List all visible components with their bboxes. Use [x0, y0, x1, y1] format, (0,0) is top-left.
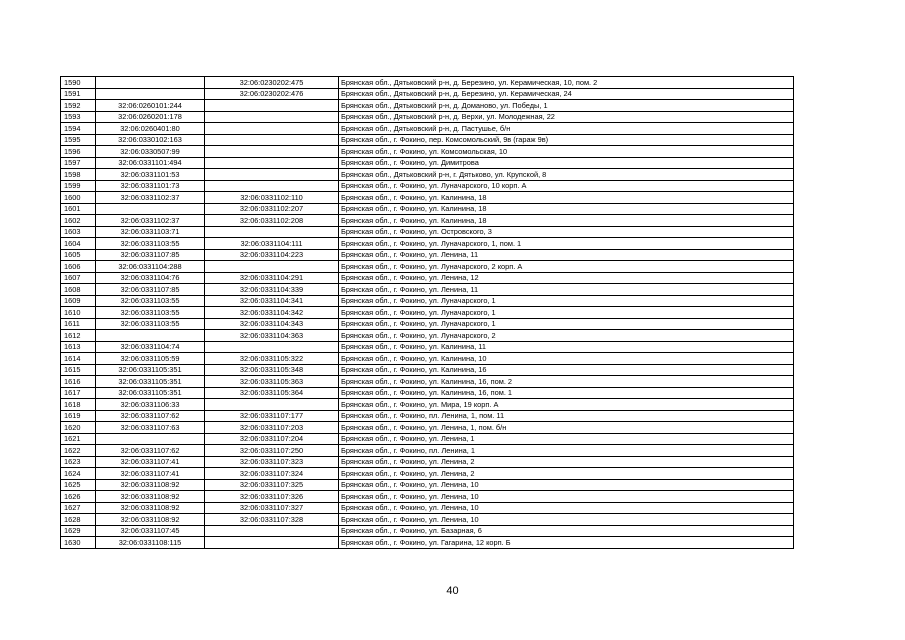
row-number-cell: 1626: [61, 491, 96, 503]
address-cell: Брянская обл., г. Фокино, ул. Ленина, 10: [339, 514, 794, 526]
object-cadastral-number-cell: 32:06:0331107:326: [205, 491, 339, 503]
table-row: [61, 134, 794, 146]
table-row: [61, 525, 794, 537]
table-row: [61, 399, 794, 411]
object-cadastral-number-cell: 32:06:0331105:364: [205, 387, 339, 399]
address-cell: Брянская обл., г. Фокино, ул. Ленина, 12: [339, 272, 794, 284]
table-row: [61, 215, 794, 227]
cadastral-number-cell: 32:06:0331108:92: [96, 514, 205, 526]
address-cell: Брянская обл., г. Фокино, ул. Калинина, 16, пом. 1: [339, 387, 794, 399]
table-row: [61, 410, 794, 422]
row-number-cell: 1598: [61, 169, 96, 181]
address-cell: Брянская обл., г. Фокино, ул. Луначарского, 1: [339, 295, 794, 307]
cadastral-number-cell: 32:06:0331103:55: [96, 307, 205, 319]
row-number-cell: 1590: [61, 77, 96, 89]
table-row: [61, 111, 794, 123]
row-number-cell: 1620: [61, 422, 96, 434]
address-cell: Брянская обл., г. Фокино, ул. Ленина, 2: [339, 456, 794, 468]
table-row: [61, 491, 794, 503]
object-cadastral-number-cell: 32:06:0331104:339: [205, 284, 339, 296]
cadastral-number-cell: [96, 77, 205, 89]
object-cadastral-number-cell: 32:06:0331102:208: [205, 215, 339, 227]
cadastral-number-cell: 32:06:0331103:55: [96, 238, 205, 250]
object-cadastral-number-cell: 32:06:0331107:325: [205, 479, 339, 491]
table-row: [61, 157, 794, 169]
cadastral-number-cell: 32:06:0330507:99: [96, 146, 205, 158]
address-cell: Брянская обл., г. Фокино, ул. Ленина, 2: [339, 468, 794, 480]
row-number-cell: 1605: [61, 249, 96, 261]
cadastral-number-cell: 32:06:0331106:33: [96, 399, 205, 411]
object-cadastral-number-cell: [205, 180, 339, 192]
cadastral-number-cell: 32:06:0331103:55: [96, 318, 205, 330]
address-cell: Брянская обл., г. Фокино, ул. Луначарского, 2 корп. А: [339, 261, 794, 273]
table-row: [61, 261, 794, 273]
cadastral-number-cell: 32:06:0331108:92: [96, 479, 205, 491]
address-cell: Брянская обл., г. Фокино, ул. Луначарского, 1, пом. 1: [339, 238, 794, 250]
row-number-cell: 1594: [61, 123, 96, 135]
table-row: [61, 123, 794, 135]
address-cell: Брянская обл., г. Фокино, ул. Калинина, 16, пом. 2: [339, 376, 794, 388]
address-cell: Брянская обл., Дятьковский р-н, д. Березино, ул. Керамическая, 10, пом. 2: [339, 77, 794, 89]
row-number-cell: 1617: [61, 387, 96, 399]
address-cell: Брянская обл., Дятьковский р-н, д. Доманово, ул. Победы, 1: [339, 100, 794, 112]
row-number-cell: 1595: [61, 134, 96, 146]
cadastral-number-cell: 32:06:0331103:55: [96, 295, 205, 307]
address-cell: Брянская обл., г. Фокино, ул. Калинина, 16: [339, 364, 794, 376]
object-cadastral-number-cell: [205, 399, 339, 411]
row-number-cell: 1604: [61, 238, 96, 250]
object-cadastral-number-cell: [205, 537, 339, 549]
table-row: [61, 88, 794, 100]
cadastral-number-cell: 32:06:0331107:45: [96, 525, 205, 537]
object-cadastral-number-cell: 32:06:0331105:348: [205, 364, 339, 376]
object-cadastral-number-cell: 32:06:0331102:110: [205, 192, 339, 204]
row-number-cell: 1628: [61, 514, 96, 526]
cadastral-number-cell: 32:06:0330102:163: [96, 134, 205, 146]
cadastral-number-cell: 32:06:0331108:92: [96, 502, 205, 514]
address-cell: Брянская обл., г. Фокино, ул. Комсомольская, 10: [339, 146, 794, 158]
row-number-cell: 1607: [61, 272, 96, 284]
row-number-cell: 1599: [61, 180, 96, 192]
row-number-cell: 1596: [61, 146, 96, 158]
cadastral-number-cell: 32:06:0331105:351: [96, 364, 205, 376]
row-number-cell: 1591: [61, 88, 96, 100]
cadastral-number-cell: 32:06:0331103:71: [96, 226, 205, 238]
cadastral-number-cell: 32:06:0331104:76: [96, 272, 205, 284]
cadastral-number-cell: 32:06:0331102:37: [96, 215, 205, 227]
row-number-cell: 1601: [61, 203, 96, 215]
cadastral-number-cell: 32:06:0331107:85: [96, 284, 205, 296]
address-cell: Брянская обл., г. Фокино, ул. Калинина, 11: [339, 341, 794, 353]
row-number-cell: 1615: [61, 364, 96, 376]
object-cadastral-number-cell: 32:06:0331104:223: [205, 249, 339, 261]
address-cell: Брянская обл., г. Фокино, ул. Луначарского, 1: [339, 307, 794, 319]
table-row: [61, 192, 794, 204]
object-cadastral-number-cell: [205, 341, 339, 353]
row-number-cell: 1629: [61, 525, 96, 537]
cadastral-number-cell: 32:06:0331105:351: [96, 376, 205, 388]
address-cell: Брянская обл., г. Фокино, ул. Гагарина, 12 корп. Б: [339, 537, 794, 549]
address-cell: Брянская обл., Дятьковский р-н, г. Дятьково, ул. Крупской, 8: [339, 169, 794, 181]
row-number-cell: 1609: [61, 295, 96, 307]
row-number-cell: 1612: [61, 330, 96, 342]
cadastral-number-cell: [96, 330, 205, 342]
address-cell: Брянская обл., г. Фокино, пер. Комсомольский, 9в (гараж 9в): [339, 134, 794, 146]
row-number-cell: 1597: [61, 157, 96, 169]
table-row: [61, 341, 794, 353]
object-cadastral-number-cell: 32:06:0331107:203: [205, 422, 339, 434]
table-row: [61, 502, 794, 514]
registry-table-body: [61, 77, 794, 549]
table-row: [61, 272, 794, 284]
table-row: [61, 100, 794, 112]
address-cell: Брянская обл., Дятьковский р-н, д. Верхи, ул. Молодежная, 22: [339, 111, 794, 123]
row-number-cell: 1618: [61, 399, 96, 411]
cadastral-number-cell: 32:06:0331101:494: [96, 157, 205, 169]
table-row: [61, 249, 794, 261]
object-cadastral-number-cell: 32:06:0331107:324: [205, 468, 339, 480]
address-cell: Брянская обл., г. Фокино, ул. Калинина, 10: [339, 353, 794, 365]
table-row: [61, 295, 794, 307]
object-cadastral-number-cell: [205, 111, 339, 123]
object-cadastral-number-cell: 32:06:0331107:250: [205, 445, 339, 457]
row-number-cell: 1621: [61, 433, 96, 445]
address-cell: Брянская обл., г. Фокино, ул. Луначарского, 1: [339, 318, 794, 330]
cadastral-number-cell: 32:06:0331107:63: [96, 422, 205, 434]
object-cadastral-number-cell: 32:06:0331105:363: [205, 376, 339, 388]
object-cadastral-number-cell: 32:06:0230202:475: [205, 77, 339, 89]
table-row: [61, 445, 794, 457]
object-cadastral-number-cell: 32:06:0331107:323: [205, 456, 339, 468]
table-row: [61, 364, 794, 376]
table-row: [61, 180, 794, 192]
table-row: [61, 318, 794, 330]
object-cadastral-number-cell: 32:06:0331107:204: [205, 433, 339, 445]
row-number-cell: 1622: [61, 445, 96, 457]
row-number-cell: 1619: [61, 410, 96, 422]
address-cell: Брянская обл., г. Фокино, ул. Ленина, 1, пом. б/н: [339, 422, 794, 434]
cadastral-number-cell: 32:06:0331104:288: [96, 261, 205, 273]
cadastral-number-cell: 32:06:0331104:74: [96, 341, 205, 353]
object-cadastral-number-cell: [205, 146, 339, 158]
object-cadastral-number-cell: 32:06:0331104:342: [205, 307, 339, 319]
address-cell: Брянская обл., г. Фокино, ул. Ленина, 10: [339, 502, 794, 514]
cadastral-number-cell: 32:06:0331105:59: [96, 353, 205, 365]
address-cell: Брянская обл., Дятьковский р-н, д. Березино, ул. Керамическая, 24: [339, 88, 794, 100]
row-number-cell: 1592: [61, 100, 96, 112]
table-row: [61, 307, 794, 319]
cadastral-number-cell: 32:06:0331107:41: [96, 468, 205, 480]
cadastral-number-cell: [96, 203, 205, 215]
object-cadastral-number-cell: [205, 100, 339, 112]
object-cadastral-number-cell: 32:06:0331104:291: [205, 272, 339, 284]
object-cadastral-number-cell: 32:06:0230202:476: [205, 88, 339, 100]
address-cell: Брянская обл., г. Фокино, пл. Ленина, 1: [339, 445, 794, 457]
object-cadastral-number-cell: 32:06:0331104:363: [205, 330, 339, 342]
row-number-cell: 1600: [61, 192, 96, 204]
object-cadastral-number-cell: [205, 525, 339, 537]
cadastral-number-cell: 32:06:0260201:178: [96, 111, 205, 123]
object-cadastral-number-cell: 32:06:0331104:341: [205, 295, 339, 307]
row-number-cell: 1630: [61, 537, 96, 549]
object-cadastral-number-cell: [205, 134, 339, 146]
cadastral-number-cell: [96, 433, 205, 445]
address-cell: Брянская обл., г. Фокино, ул. Базарная, 6: [339, 525, 794, 537]
row-number-cell: 1624: [61, 468, 96, 480]
table-row: [61, 146, 794, 158]
row-number-cell: 1616: [61, 376, 96, 388]
object-cadastral-number-cell: 32:06:0331104:111: [205, 238, 339, 250]
object-cadastral-number-cell: 32:06:0331102:207: [205, 203, 339, 215]
row-number-cell: 1625: [61, 479, 96, 491]
row-number-cell: 1627: [61, 502, 96, 514]
table-row: [61, 479, 794, 491]
address-cell: Брянская обл., г. Фокино, ул. Калинина, 18: [339, 203, 794, 215]
object-cadastral-number-cell: [205, 261, 339, 273]
table-row: [61, 514, 794, 526]
object-cadastral-number-cell: [205, 123, 339, 135]
object-cadastral-number-cell: 32:06:0331107:328: [205, 514, 339, 526]
table-row: [61, 284, 794, 296]
cadastral-number-cell: [96, 88, 205, 100]
table-row: [61, 238, 794, 250]
address-cell: Брянская обл., г. Фокино, ул. Луначарского, 2: [339, 330, 794, 342]
address-cell: Брянская обл., г. Фокино, ул. Ленина, 1: [339, 433, 794, 445]
cadastral-number-cell: 32:06:0331105:351: [96, 387, 205, 399]
address-cell: Брянская обл., г. Фокино, ул. Луначарского, 10 корп. А: [339, 180, 794, 192]
cadastral-number-cell: 32:06:0260101:244: [96, 100, 205, 112]
address-cell: Брянская обл., г. Фокино, пл. Ленина, 1, пом. 11: [339, 410, 794, 422]
table-row: [61, 203, 794, 215]
object-cadastral-number-cell: 32:06:0331104:343: [205, 318, 339, 330]
cadastral-number-cell: 32:06:0260401:80: [96, 123, 205, 135]
address-cell: Брянская обл., г. Фокино, ул. Ленина, 11: [339, 249, 794, 261]
row-number-cell: 1608: [61, 284, 96, 296]
table-row: [61, 330, 794, 342]
cadastral-number-cell: 32:06:0331101:53: [96, 169, 205, 181]
object-cadastral-number-cell: 32:06:0331107:327: [205, 502, 339, 514]
address-cell: Брянская обл., г. Фокино, ул. Мира, 19 корп. А: [339, 399, 794, 411]
cadastral-number-cell: 32:06:0331107:85: [96, 249, 205, 261]
row-number-cell: 1611: [61, 318, 96, 330]
row-number-cell: 1606: [61, 261, 96, 273]
table-row: [61, 376, 794, 388]
address-cell: Брянская обл., г. Фокино, ул. Островского, 3: [339, 226, 794, 238]
table-row: [61, 422, 794, 434]
address-cell: Брянская обл., Дятьковский р-н, д. Пастушье, б/н: [339, 123, 794, 135]
address-cell: Брянская обл., г. Фокино, ул. Ленина, 10: [339, 491, 794, 503]
address-cell: Брянская обл., г. Фокино, ул. Ленина, 10: [339, 479, 794, 491]
row-number-cell: 1614: [61, 353, 96, 365]
address-cell: Брянская обл., г. Фокино, ул. Ленина, 11: [339, 284, 794, 296]
cadastral-number-cell: 32:06:0331108:92: [96, 491, 205, 503]
object-cadastral-number-cell: 32:06:0331107:177: [205, 410, 339, 422]
cadastral-number-cell: 32:06:0331107:62: [96, 445, 205, 457]
object-cadastral-number-cell: 32:06:0331105:322: [205, 353, 339, 365]
page-number: 40: [446, 585, 459, 597]
object-cadastral-number-cell: [205, 169, 339, 181]
table-row: [61, 226, 794, 238]
table-row: [61, 468, 794, 480]
row-number-cell: 1603: [61, 226, 96, 238]
table-row: [61, 456, 794, 468]
object-cadastral-number-cell: [205, 157, 339, 169]
cadastral-number-cell: 32:06:0331107:62: [96, 410, 205, 422]
table-row: [61, 387, 794, 399]
row-number-cell: 1593: [61, 111, 96, 123]
address-cell: Брянская обл., г. Фокино, ул. Калинина, 18: [339, 215, 794, 227]
cadastral-number-cell: 32:06:0331107:41: [96, 456, 205, 468]
table-row: [61, 169, 794, 181]
table-row: [61, 77, 794, 89]
row-number-cell: 1613: [61, 341, 96, 353]
address-cell: Брянская обл., г. Фокино, ул. Калинина, 18: [339, 192, 794, 204]
cadastral-number-cell: 32:06:0331102:37: [96, 192, 205, 204]
row-number-cell: 1623: [61, 456, 96, 468]
registry-table: [60, 76, 794, 549]
cadastral-number-cell: 32:06:0331108:115: [96, 537, 205, 549]
row-number-cell: 1602: [61, 215, 96, 227]
address-cell: Брянская обл., г. Фокино, ул. Димитрова: [339, 157, 794, 169]
table-row: [61, 537, 794, 549]
table-row: [61, 433, 794, 445]
object-cadastral-number-cell: [205, 226, 339, 238]
table-row: [61, 353, 794, 365]
cadastral-number-cell: 32:06:0331101:73: [96, 180, 205, 192]
row-number-cell: 1610: [61, 307, 96, 319]
